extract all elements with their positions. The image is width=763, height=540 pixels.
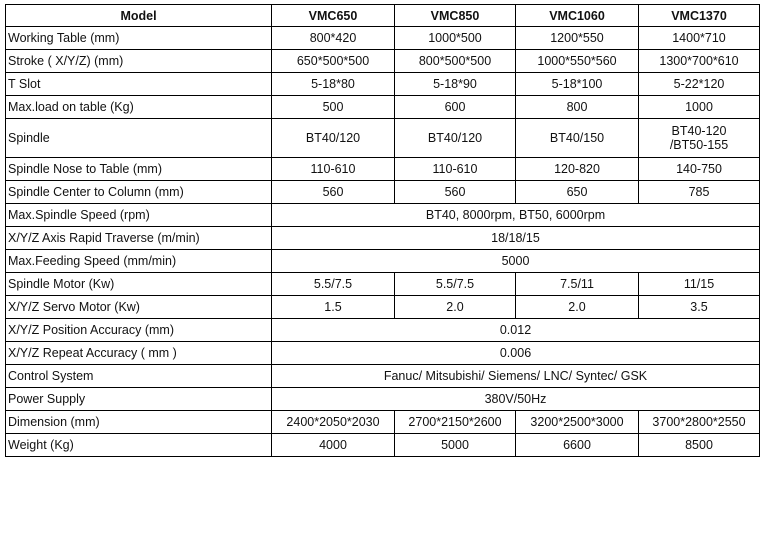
table-row bbox=[6, 181, 760, 204]
cell-vmc850: 600 bbox=[395, 96, 516, 119]
table-row bbox=[6, 296, 760, 319]
cell-vmc1370: 785 bbox=[639, 181, 760, 204]
table-row bbox=[6, 365, 760, 388]
cell-vmc650: 110-610 bbox=[272, 158, 395, 181]
header-vmc850: VMC850 bbox=[395, 5, 516, 27]
cell-vmc1060: 6600 bbox=[516, 434, 639, 457]
row-label: Weight (Kg) bbox=[6, 434, 272, 457]
cell-vmc650: 2400*2050*2030 bbox=[272, 411, 395, 434]
table-row bbox=[6, 204, 760, 227]
row-label: Spindle bbox=[6, 119, 272, 158]
header-vmc1370: VMC1370 bbox=[639, 5, 760, 27]
cell-vmc1370: 1400*710 bbox=[639, 27, 760, 50]
table-row bbox=[6, 250, 760, 273]
cell-vmc850: 2.0 bbox=[395, 296, 516, 319]
table-row bbox=[6, 50, 760, 73]
cell-vmc1370: 5-22*120 bbox=[639, 73, 760, 96]
cell-vmc650: BT40/120 bbox=[272, 119, 395, 158]
cell-vmc650: 1.5 bbox=[272, 296, 395, 319]
cell-vmc1060: 800 bbox=[516, 96, 639, 119]
cell-vmc1060: 3200*2500*3000 bbox=[516, 411, 639, 434]
cell-all-models: 0.012 bbox=[272, 319, 760, 342]
cell-vmc650: 500 bbox=[272, 96, 395, 119]
cell-vmc1370: 3700*2800*2550 bbox=[639, 411, 760, 434]
spec-table bbox=[5, 4, 760, 457]
cell-all-models: 0.006 bbox=[272, 342, 760, 365]
row-label: Max.load on table (Kg) bbox=[6, 96, 272, 119]
cell-vmc850: 5000 bbox=[395, 434, 516, 457]
row-label: Working Table (mm) bbox=[6, 27, 272, 50]
cell-vmc850: 5.5/7.5 bbox=[395, 273, 516, 296]
cell-vmc1370: 1000 bbox=[639, 96, 760, 119]
table-row bbox=[6, 411, 760, 434]
row-label: Spindle Motor (Kw) bbox=[6, 273, 272, 296]
cell-line: BT40-120 bbox=[671, 124, 727, 138]
table-row bbox=[6, 119, 760, 158]
cell-vmc1060: 120-820 bbox=[516, 158, 639, 181]
cell-vmc1370: 1300*700*610 bbox=[639, 50, 760, 73]
cell-vmc1060: 650 bbox=[516, 181, 639, 204]
row-label: X/Y/Z Repeat Accuracy ( mm ) bbox=[6, 342, 272, 365]
table-row bbox=[6, 342, 760, 365]
cell-all-models: Fanuc/ Mitsubishi/ Siemens/ LNC/ Syntec/ GSK bbox=[272, 365, 760, 388]
cell-vmc650: 5-18*80 bbox=[272, 73, 395, 96]
cell-vmc1060: 7.5/11 bbox=[516, 273, 639, 296]
cell-all-models: 18/18/15 bbox=[272, 227, 760, 250]
cell-vmc850: 5-18*90 bbox=[395, 73, 516, 96]
table-row bbox=[6, 73, 760, 96]
row-label: Power Supply bbox=[6, 388, 272, 411]
cell-line: /BT50-155 bbox=[669, 138, 729, 152]
header-vmc1060: VMC1060 bbox=[516, 5, 639, 27]
cell-vmc650: 560 bbox=[272, 181, 395, 204]
cell-vmc1060: 5-18*100 bbox=[516, 73, 639, 96]
row-label: T Slot bbox=[6, 73, 272, 96]
cell-all-models: BT40, 8000rpm, BT50, 6000rpm bbox=[272, 204, 760, 227]
cell-all-models: 380V/50Hz bbox=[272, 388, 760, 411]
cell-vmc1370 bbox=[639, 119, 760, 158]
table-row bbox=[6, 27, 760, 50]
table-row bbox=[6, 319, 760, 342]
row-label: Stroke ( X/Y/Z) (mm) bbox=[6, 50, 272, 73]
row-label: X/Y/Z Servo Motor (Kw) bbox=[6, 296, 272, 319]
cell-vmc850: 110-610 bbox=[395, 158, 516, 181]
cell-vmc850: BT40/120 bbox=[395, 119, 516, 158]
cell-vmc1060: 1200*550 bbox=[516, 27, 639, 50]
cell-vmc1370: 8500 bbox=[639, 434, 760, 457]
cell-vmc1060: BT40/150 bbox=[516, 119, 639, 158]
row-label: Max.Spindle Speed (rpm) bbox=[6, 204, 272, 227]
table-row bbox=[6, 96, 760, 119]
table-row bbox=[6, 388, 760, 411]
cell-vmc1370: 140-750 bbox=[639, 158, 760, 181]
row-label: Control System bbox=[6, 365, 272, 388]
cell-vmc650: 5.5/7.5 bbox=[272, 273, 395, 296]
cell-vmc1060: 1000*550*560 bbox=[516, 50, 639, 73]
cell-vmc850: 560 bbox=[395, 181, 516, 204]
table-row bbox=[6, 158, 760, 181]
cell-vmc650: 4000 bbox=[272, 434, 395, 457]
cell-vmc1370: 11/15 bbox=[639, 273, 760, 296]
cell-vmc850: 1000*500 bbox=[395, 27, 516, 50]
row-label: X/Y/Z Axis Rapid Traverse (m/min) bbox=[6, 227, 272, 250]
header-vmc650: VMC650 bbox=[272, 5, 395, 27]
row-label: Max.Feeding Speed (mm/min) bbox=[6, 250, 272, 273]
cell-all-models: 5000 bbox=[272, 250, 760, 273]
cell-vmc850: 800*500*500 bbox=[395, 50, 516, 73]
cell-vmc650: 650*500*500 bbox=[272, 50, 395, 73]
table-row bbox=[6, 227, 760, 250]
cell-vmc1060: 2.0 bbox=[516, 296, 639, 319]
row-label: X/Y/Z Position Accuracy (mm) bbox=[6, 319, 272, 342]
table-row bbox=[6, 273, 760, 296]
row-label: Spindle Center to Column (mm) bbox=[6, 181, 272, 204]
cell-vmc1370: 3.5 bbox=[639, 296, 760, 319]
cell-vmc650: 800*420 bbox=[272, 27, 395, 50]
header-model: Model bbox=[6, 5, 272, 27]
cell-vmc850: 2700*2150*2600 bbox=[395, 411, 516, 434]
row-label: Dimension (mm) bbox=[6, 411, 272, 434]
header-row bbox=[6, 5, 760, 27]
row-label: Spindle Nose to Table (mm) bbox=[6, 158, 272, 181]
table-row bbox=[6, 434, 760, 457]
